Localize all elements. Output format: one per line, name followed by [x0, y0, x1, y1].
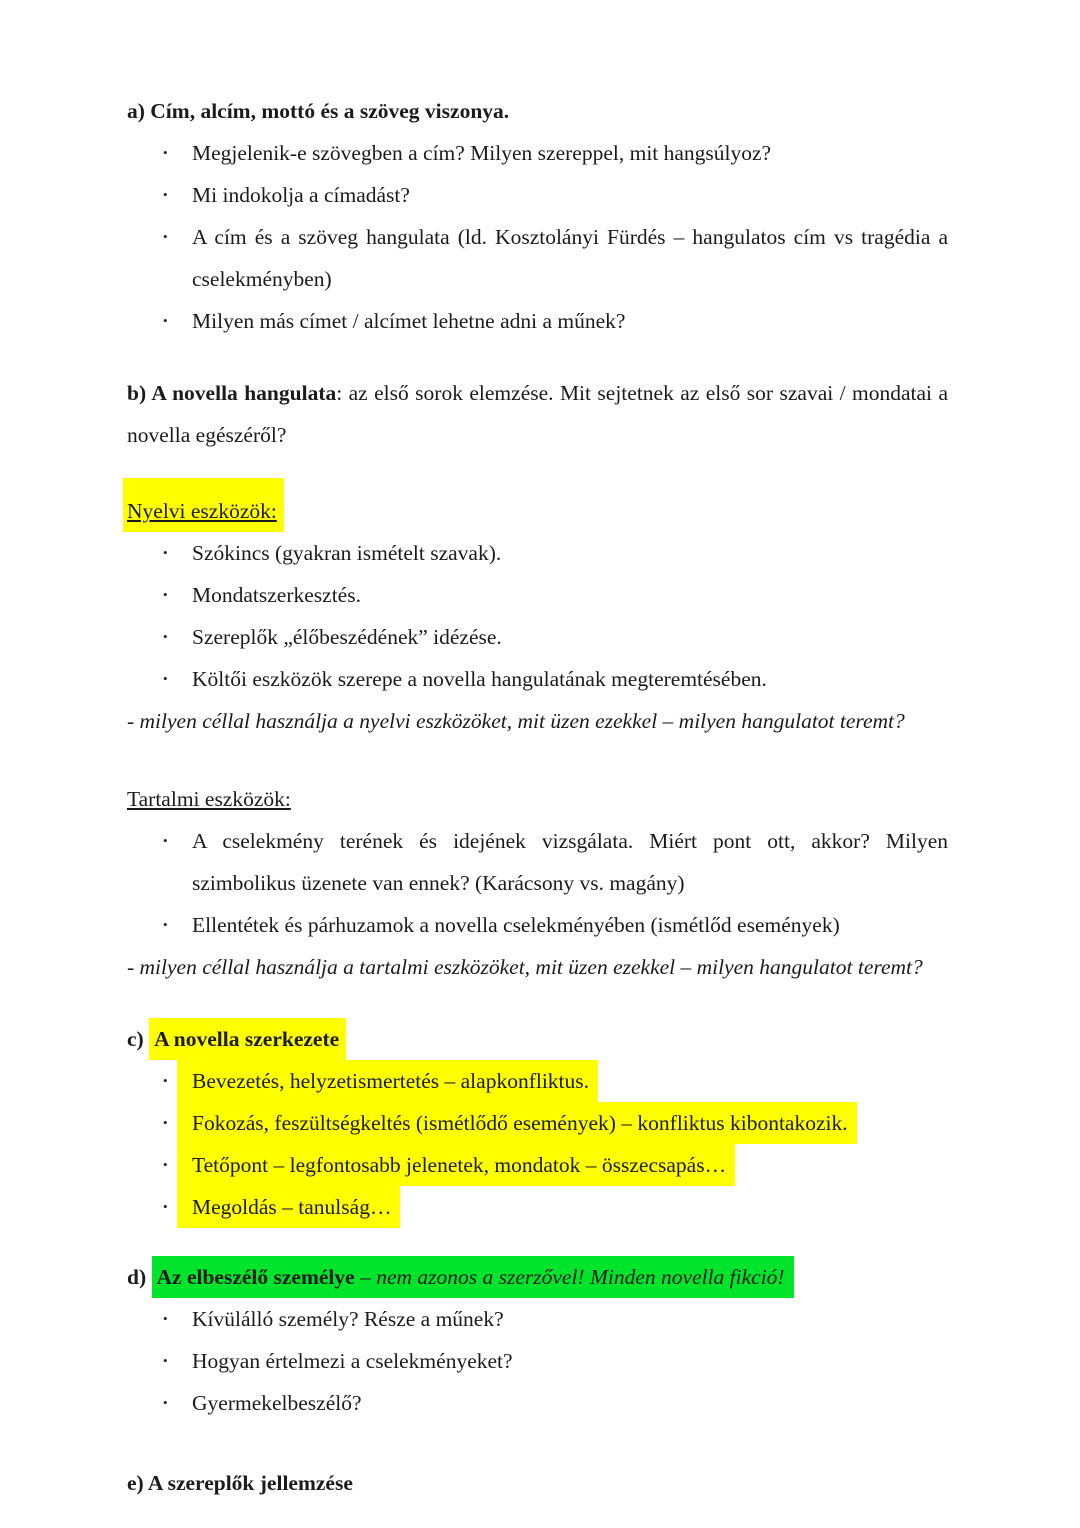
list-item-text: Kívülálló személy? Része a műnek?: [192, 1307, 504, 1331]
bullet-icon: •: [163, 1353, 168, 1368]
list-item: [127, 658, 948, 700]
list-item-text: Szókincs (gyakran ismételt szavak).: [192, 541, 502, 565]
tartalmi-heading: Tartalmi eszközök:: [127, 787, 291, 811]
list-item-text: Szereplők „élőbeszédének” idézése.: [192, 625, 502, 649]
bullet-icon: •: [163, 145, 168, 160]
section-a-heading: a) Cím, alcím, mottó és a szöveg viszonya.: [127, 99, 510, 123]
bullet-icon: •: [163, 1073, 168, 1088]
list-item: [127, 1382, 948, 1424]
section-c-prefix: c): [127, 1027, 144, 1051]
bullet-icon: •: [163, 1395, 168, 1410]
bullet-icon: •: [163, 1311, 168, 1326]
list-item: [127, 532, 948, 574]
list-item-text: cselekményben): [192, 267, 332, 291]
bullet-icon: •: [163, 1199, 168, 1214]
list-item-continuation: [127, 862, 948, 904]
section-b-paragraph-line1: [127, 372, 948, 414]
list-item: [127, 132, 948, 174]
section-b-text: : az első sorok elemzése. Mit sejtetnek az első sor szavai / mondatai a: [336, 381, 948, 405]
bullet-icon: •: [163, 187, 168, 202]
list-item: [127, 1102, 948, 1144]
list-item: [127, 1060, 948, 1102]
list-item: [127, 820, 948, 862]
section-d-prefix: d): [127, 1265, 147, 1289]
list-item: [127, 616, 948, 658]
bullet-icon: •: [163, 313, 168, 328]
list-item: [127, 574, 948, 616]
section-c-heading-line: [127, 1018, 948, 1060]
list-item: [127, 300, 948, 342]
tartalmi-heading-line: [127, 778, 948, 820]
bullet-icon: •: [163, 1115, 168, 1130]
list-item: [127, 1186, 948, 1228]
section-d-heading: [152, 1256, 794, 1298]
list-item-text: Bevezetés, helyzetismertetés – alapkonfliktus.: [177, 1060, 598, 1102]
list-item-text: Gyermekelbeszélő?: [192, 1391, 362, 1415]
bullet-icon: •: [163, 671, 168, 686]
list-item-text: Mi indokolja a címadást?: [192, 183, 410, 207]
list-item-text: A cselekmény terének és idejének vizsgálata. Miért pont ott, akkor? Milyen: [192, 829, 948, 853]
bullet-icon: •: [163, 587, 168, 602]
bullet-icon: •: [163, 833, 168, 848]
list-item-text: Tetőpont – legfontosabb jelenetek, mondatok – összecsapás…: [177, 1144, 735, 1186]
section-d-heading-italic: – nem azonos a szerzővel! Minden novella fikció!: [354, 1265, 785, 1289]
list-item: [127, 174, 948, 216]
list-item: [127, 1340, 948, 1382]
list-item-text: Fokozás, feszültségkeltés (ismétlődő események) – konfliktus kibontakozik.: [177, 1102, 857, 1144]
list-item-text: Megjelenik-e szövegben a cím? Milyen szereppel, mit hangsúlyoz?: [192, 141, 772, 165]
nyelvi-note: - milyen céllal használja a nyelvi eszközöket, mit üzen ezekkel – milyen hangulatot teremt?: [127, 709, 905, 733]
list-item: [127, 1298, 948, 1340]
tartalmi-note: - milyen céllal használja a tartalmi eszközöket, mit üzen ezekkel – milyen hangulatot teremt?: [127, 955, 923, 979]
list-item-text: A cím és a szöveg hangulata (ld. Kosztolányi Fürdés – hangulatos cím vs tragédia a: [192, 225, 948, 249]
bullet-icon: •: [163, 545, 168, 560]
list-item-text: Ellentétek és párhuzamok a novella cselekményében (ismétlőd események): [192, 913, 840, 937]
list-item-text: szimbolikus üzenete van ennek? (Karácsony vs. magány): [192, 871, 685, 895]
section-c-heading: A novella szerkezete: [149, 1018, 346, 1060]
nyelvi-heading-line: [127, 490, 948, 532]
list-item-text: Költői eszközök szerepe a novella hangulatának megteremtésében.: [192, 667, 767, 691]
section-b-heading: b) A novella hangulata: [127, 381, 337, 405]
list-item-text: Megoldás – tanulság…: [177, 1186, 400, 1228]
list-item: [127, 904, 948, 946]
bullet-icon: •: [163, 917, 168, 932]
section-e-heading: e) A szereplők jellemzése: [127, 1471, 353, 1495]
nyelvi-heading: Nyelvi eszközök:: [123, 490, 284, 532]
bullet-icon: •: [163, 229, 168, 244]
section-d-heading-line: [127, 1256, 948, 1298]
bullet-icon: •: [163, 629, 168, 644]
section-d-heading-bold: Az elbeszélő személye: [156, 1265, 355, 1289]
section-b-text: novella egészéről?: [127, 423, 287, 447]
section-b-paragraph-line2: [127, 414, 948, 456]
bullet-icon: •: [163, 1157, 168, 1172]
list-item-continuation: [127, 258, 948, 300]
list-item-text: Hogyan értelmezi a cselekményeket?: [192, 1349, 513, 1373]
list-item: [127, 1144, 948, 1186]
list-item: [127, 216, 948, 258]
list-item-text: Milyen más címet / alcímet lehetne adni a műnek?: [192, 309, 626, 333]
list-item-text: Mondatszerkesztés.: [192, 583, 361, 607]
